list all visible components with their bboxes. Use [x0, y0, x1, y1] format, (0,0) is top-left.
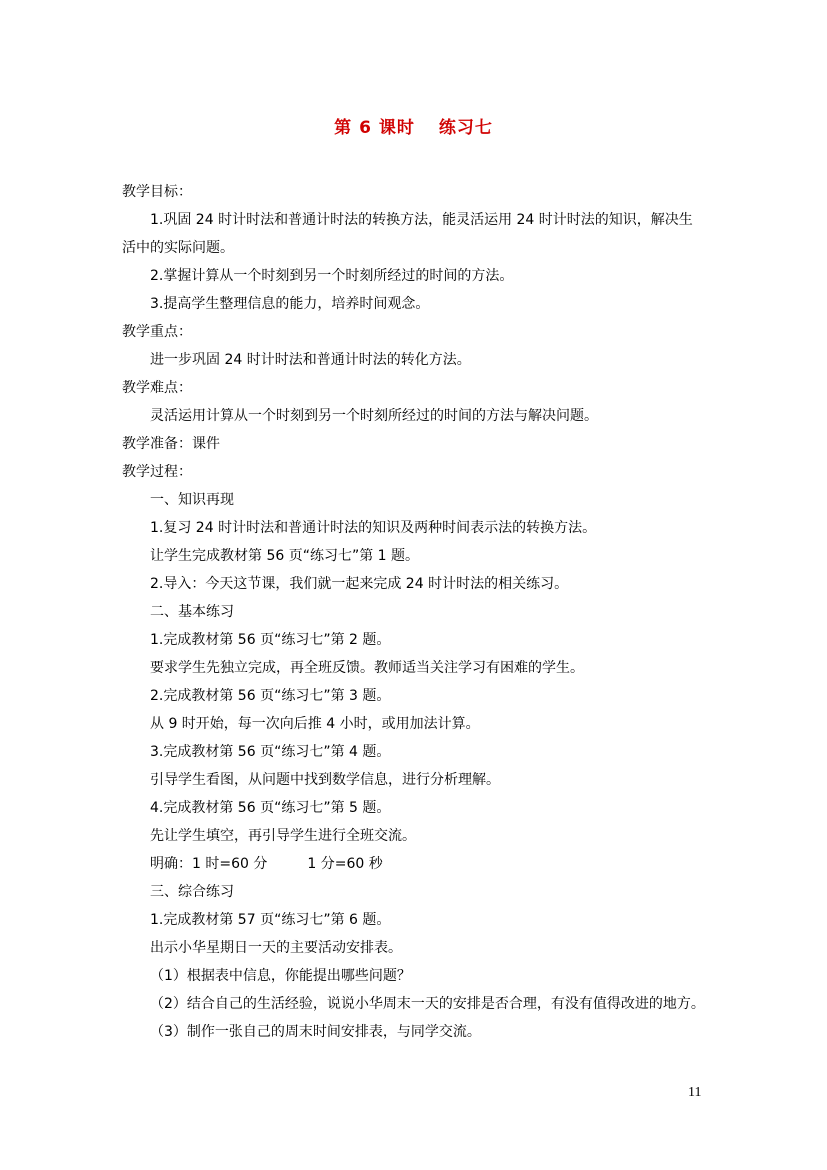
goal-item: 2.掌握计算从一个时刻到另一个时刻所经过的时间的方法。 [150, 268, 514, 284]
process-heading: 教学过程： [122, 464, 192, 480]
page-number: 11 [688, 1085, 702, 1100]
lesson-title [0, 113, 827, 138]
goal-item: 1.巩固 24 时计时法和普通计时法的转换方法，能灵活运用 24 时计时法的知识，解决生活中的实际问题。 [122, 212, 693, 256]
goals-heading: 教学目标： [122, 184, 192, 200]
paragraph: 出示小华星期日一天的主要活动安排表。 [150, 940, 402, 956]
paragraph: 3.完成教材第 56 页“练习七”第 4 题。 [150, 744, 391, 760]
paragraph: 先让学生填空，再引导学生进行全班交流。 [150, 828, 416, 844]
paragraph: 2.完成教材第 56 页“练习七”第 3 题。 [150, 688, 391, 704]
section-heading: 三、综合练习 [150, 884, 234, 900]
lesson-title-name: 练习七 [438, 118, 493, 138]
paragraph: 从 9 时开始，每一次向后推 4 小时，或用加法计算。 [150, 716, 480, 732]
paragraph: 引导学生看图，从问题中找到数学信息，进行分析理解。 [150, 772, 500, 788]
time-fact-minute: 1 分=60 秒 [307, 856, 383, 872]
paragraph: （2）结合自己的生活经验，说说小华周末一天的安排是否合理，有没有值得改进的地方。 [150, 996, 705, 1012]
section-heading: 一、知识再现 [150, 492, 234, 508]
paragraph: 1.完成教材第 56 页“练习七”第 2 题。 [150, 632, 391, 648]
lesson-title-number: 第 6 课时 [334, 118, 415, 138]
time-fact-hour: 明确：1 时=60 分 [150, 856, 268, 872]
paragraph [122, 850, 712, 878]
paragraph: 让学生完成教材第 56 页“练习七”第 1 题。 [150, 548, 420, 564]
paragraph: 4.完成教材第 56 页“练习七”第 5 题。 [150, 800, 391, 816]
preparation-line: 教学准备：课件 [122, 436, 220, 452]
difficulty-heading: 教学难点： [122, 380, 192, 396]
paragraph: 1.复习 24 时计时法和普通计时法的知识及两种时间表示法的转换方法。 [150, 520, 597, 536]
paragraph: 要求学生先独立完成，再全班反馈。教师适当关注学习有困难的学生。 [150, 660, 584, 676]
paragraph: 1.完成教材第 57 页“练习七”第 6 题。 [150, 912, 391, 928]
key-points-heading: 教学重点： [122, 324, 192, 340]
key-point-item: 进一步巩固 24 时计时法和普通计时法的转化方法。 [150, 352, 471, 368]
paragraph: （3）制作一张自己的周末时间安排表，与同学交流。 [150, 1024, 481, 1040]
paragraph: 2.导入：今天这节课，我们就一起来完成 24 时计时法的相关练习。 [150, 576, 569, 592]
goal-item: 3.提高学生整理信息的能力，培养时间观念。 [150, 296, 430, 312]
difficulty-item: 灵活运用计算从一个时刻到另一个时刻所经过的时间的方法与解决问题。 [150, 408, 598, 424]
paragraph: （1）根据表中信息，你能提出哪些问题？ [150, 968, 411, 984]
document-body [122, 178, 712, 1046]
section-heading: 二、基本练习 [150, 604, 234, 620]
